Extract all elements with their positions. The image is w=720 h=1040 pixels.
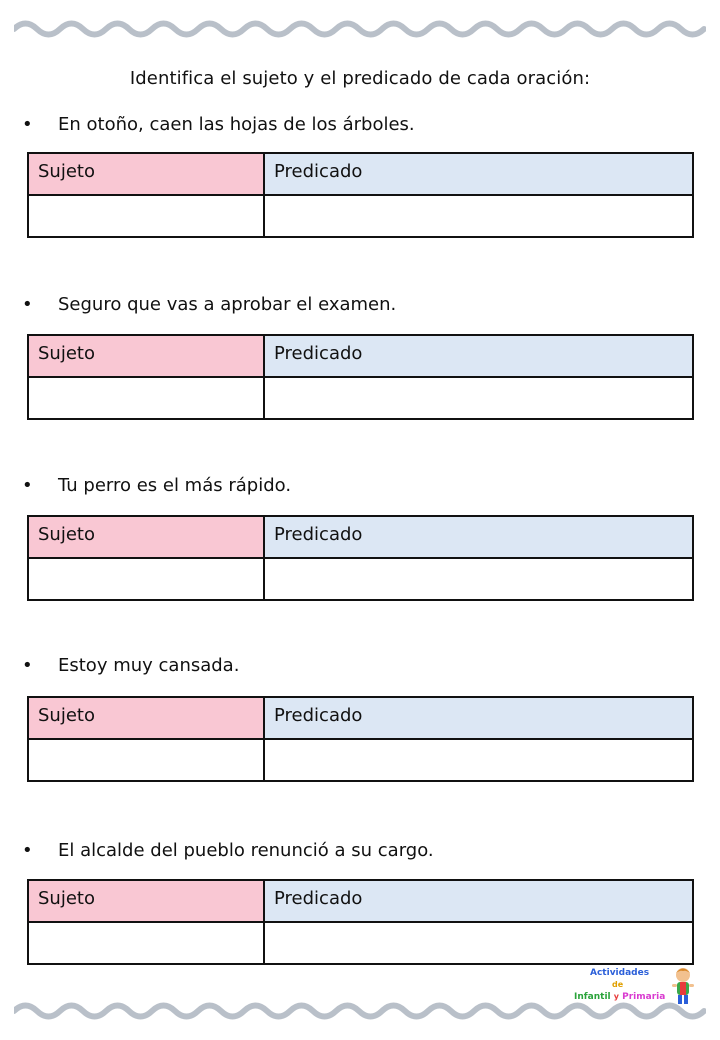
- answer-table-5: [27, 879, 694, 965]
- predicate-answer-field[interactable]: [265, 740, 692, 780]
- subject-header: Sujeto: [29, 517, 265, 559]
- bottom-wave-border: [14, 1000, 706, 1022]
- subject-header: Sujeto: [29, 698, 265, 740]
- bullet: •: [22, 475, 33, 496]
- logo-line-2: de: [612, 980, 624, 989]
- bullet: •: [22, 655, 33, 676]
- predicate-header: Predicado: [265, 154, 692, 196]
- predicate-header: Predicado: [265, 881, 692, 923]
- answer-table-1: [27, 152, 694, 238]
- subject-header: Sujeto: [29, 336, 265, 378]
- top-wave-border: [14, 18, 706, 40]
- bullet: •: [22, 840, 33, 861]
- answer-table-2: [27, 334, 694, 420]
- sentence-2: Seguro que vas a aprobar el examen.: [58, 294, 397, 315]
- predicate-header: Predicado: [265, 517, 692, 559]
- predicate-answer-field[interactable]: [265, 378, 692, 418]
- instruction-title: Identifica el sujeto y el predicado de cada oración:: [129, 68, 591, 89]
- sentence-4: Estoy muy cansada.: [58, 655, 240, 676]
- predicate-answer-field[interactable]: [265, 923, 692, 963]
- bullet: •: [22, 294, 33, 315]
- subject-answer-field[interactable]: [29, 740, 265, 780]
- subject-answer-field[interactable]: [29, 559, 265, 599]
- logo-line-1: Actividades: [590, 968, 650, 978]
- predicate-answer-field[interactable]: [265, 559, 692, 599]
- bullet: •: [22, 114, 33, 135]
- sentence-1: En otoño, caen las hojas de los árboles.: [58, 114, 415, 135]
- answer-table-4: [27, 696, 694, 782]
- logo-word-y: y: [613, 992, 619, 1001]
- answer-table-3: [27, 515, 694, 601]
- subject-answer-field[interactable]: [29, 196, 265, 236]
- subject-answer-field[interactable]: [29, 923, 265, 963]
- predicate-header: Predicado: [265, 698, 692, 740]
- sentence-3: Tu perro es el más rápido.: [58, 475, 292, 496]
- predicate-header: Predicado: [265, 336, 692, 378]
- logo-word-infantil: Infantil: [574, 992, 611, 1002]
- subject-answer-field[interactable]: [29, 378, 265, 418]
- sentence-5: El alcalde del pueblo renunció a su cargo.: [58, 840, 434, 861]
- predicate-answer-field[interactable]: [265, 196, 692, 236]
- subject-header: Sujeto: [29, 881, 265, 923]
- subject-header: Sujeto: [29, 154, 265, 196]
- logo-word-primaria: Primaria: [622, 992, 666, 1002]
